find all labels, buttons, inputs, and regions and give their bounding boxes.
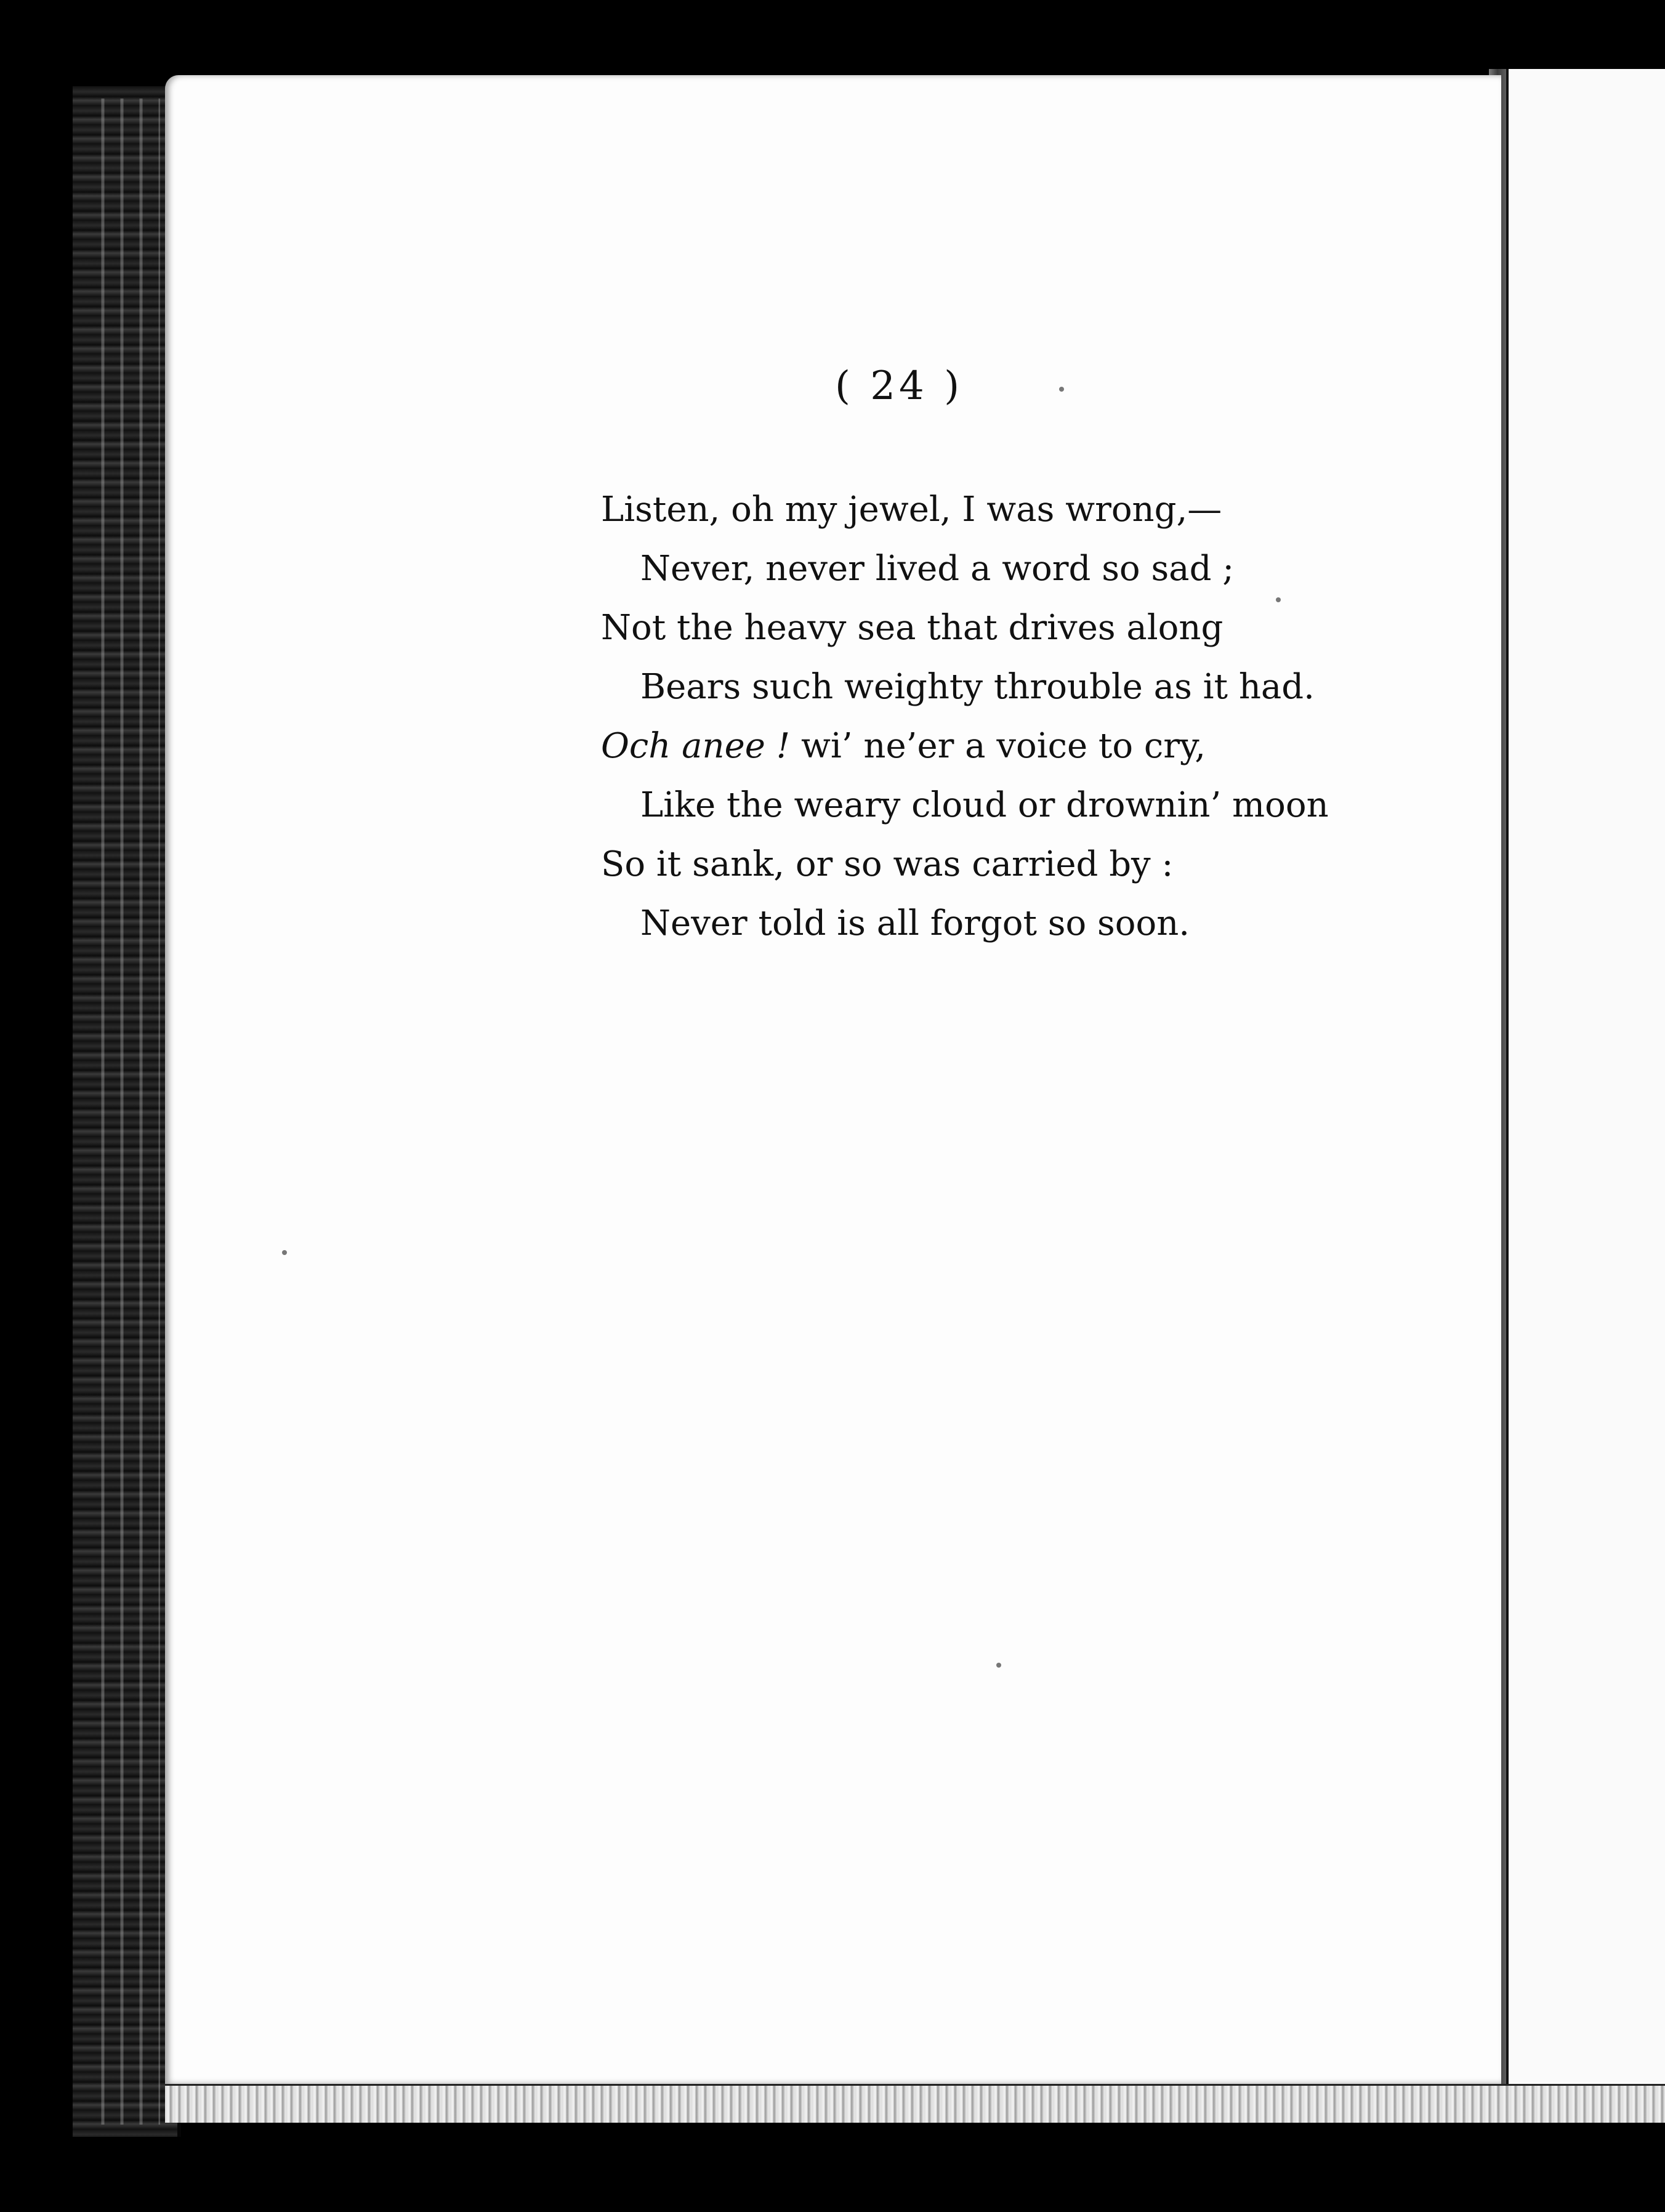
page-number: ( 24 ) <box>834 363 964 409</box>
poem-line: Not the heavy sea that drives along <box>601 608 1224 648</box>
next-page <box>1506 69 1665 2101</box>
poem-line: Like the weary cloud or drownin’ moon <box>640 785 1329 825</box>
poem-line: So it sank, or so was carried by : <box>601 844 1174 884</box>
poem-line: Bears such weighty throuble as it had. <box>640 667 1315 707</box>
page-block-bottom-edge <box>165 2084 1665 2123</box>
spine-texture <box>92 99 160 2125</box>
poem-line-rest: wi’ ne’er a voice to cry, <box>790 726 1206 766</box>
poem-stanza <box>601 480 1328 953</box>
paper-speck <box>1059 387 1064 392</box>
poem-line: Listen, oh my jewel, I was wrong,— <box>601 490 1222 530</box>
poem-line-italic-phrase: Och anee ! <box>601 726 791 766</box>
poem-line: Never, never lived a word so sad ; <box>640 549 1235 589</box>
paper-speck <box>282 1250 287 1255</box>
paper-speck <box>996 1663 1001 1668</box>
poem-line: Never told is all forgot so soon. <box>640 903 1190 943</box>
poem-line <box>601 717 1328 776</box>
